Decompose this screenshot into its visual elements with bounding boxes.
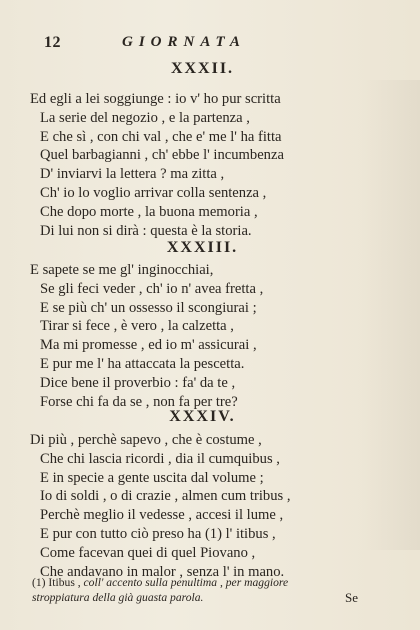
verse-line: Che andavano in malor , senza l' in mano.: [40, 563, 285, 580]
verse-line: Come facevan quei di quel Piovano ,: [40, 544, 256, 561]
verse-line: Ed egli a lei soggiunge : io v' ho pur scritta: [30, 91, 281, 107]
page-number: 12: [44, 34, 61, 51]
catchword: Se: [345, 590, 358, 605]
footnote-text: stroppiatura della già guasta parola.: [32, 591, 204, 604]
stanza: [30, 431, 375, 581]
verse-line: Di lui non si dirà : questa è la storia.: [40, 222, 252, 239]
stanza-number: XXXIII.: [166, 239, 239, 256]
verse-line: D' inviarvi la lettera ? ma zitta ,: [40, 166, 225, 183]
verse-line: Tirar si fece , è vero , la calzetta ,: [40, 318, 234, 335]
page-header: [44, 32, 374, 54]
footnote: [32, 575, 382, 605]
verse-line: Che dopo morte , la buona memoria ,: [40, 203, 258, 220]
verse-line: E pur con tutto ciò preso ha (1) l' itibus ,: [40, 525, 276, 542]
verse-line: Dice bene il proverbio : fa' da te ,: [40, 374, 236, 391]
verse-line: E che sì , con chi val , che e' me l' ha fitta: [40, 128, 282, 145]
stanza: [30, 90, 375, 240]
verse-line: Forse chi fa da se , non fa per tre?: [40, 393, 238, 410]
running-title: GIORNATA: [122, 34, 246, 50]
verse-line: Ma mi promesse , ed io m' assicurai ,: [40, 337, 257, 354]
verse-line: Ch' io lo voglio arrivar colla sentenza ,: [40, 184, 267, 201]
verse-line: Perchè meglio il vedesse , accesi il lume ,: [40, 507, 284, 524]
stanza-number: XXXII.: [170, 60, 235, 77]
stanza-number: XXXIV.: [169, 408, 236, 425]
verse-line: E in specie a gente uscita dal volume ;: [40, 469, 264, 486]
verse-line: Di più , perchè sapevo , che è costume ,: [30, 432, 262, 448]
stanza-title: [30, 406, 375, 428]
verse-line: E pur me l' ha attaccata la pescetta.: [40, 355, 245, 372]
verse-line: Che chi lascia ricordi , dia il cumquibus ,: [40, 450, 280, 467]
verse-line: E sapete se me gl' inginocchiai,: [30, 262, 214, 278]
footnote-text: coll' accento sulla penultima , per maggiore: [83, 576, 289, 589]
verse-line: E se più ch' un ossesso il scongiurai ;: [40, 299, 257, 316]
verse-line: Se gli feci veder , ch' io n' avea fretta ,: [40, 280, 264, 297]
verse-line: La serie del negozio , e la partenza ,: [40, 109, 250, 126]
footnote-line: [32, 575, 382, 590]
stanza-title: [30, 58, 375, 80]
verse-line: Quel barbagianni , ch' ebbe l' incumbenza: [40, 147, 284, 164]
verse-line: Io di soldi , o di crazie , almen cum tribus ,: [40, 488, 291, 505]
stanza-title: [30, 237, 375, 259]
footnote-marker: (1) Itibus ,: [32, 576, 81, 589]
stanza: [30, 261, 375, 411]
